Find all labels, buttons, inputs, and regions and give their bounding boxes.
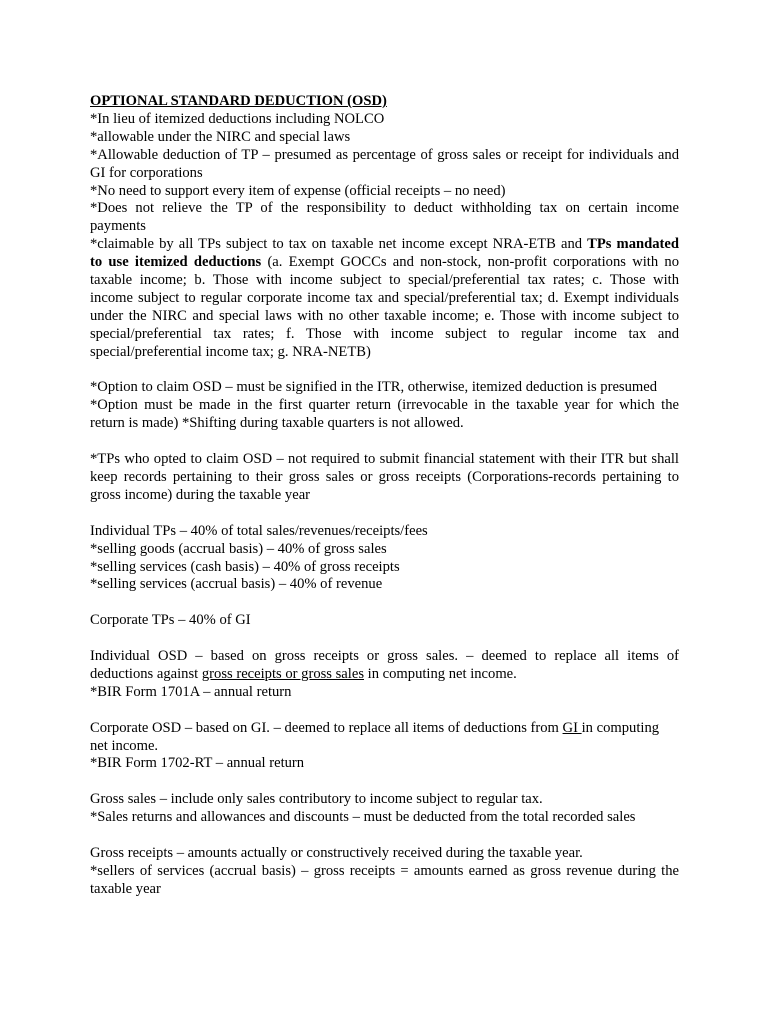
text-line: *sellers of services (accrual basis) – gross receipts = amounts earned as gross revenue during the: [90, 862, 679, 879]
text-line: *Option must be made in the first quarter return (irrevocable in the taxable year for which the: [90, 397, 679, 414]
text-line: gross income) during the taxable year: [90, 486, 311, 503]
text-line: Individual OSD – based on gross receipts or gross sales. – deemed to replace all items of: [90, 648, 679, 665]
text-line: *Allowable deduction of TP – presumed as percentage of gross sales or receipt for individuals and: [90, 146, 679, 163]
text-line: *Does not relieve the TP of the responsibility to deduct withholding tax on certain income: [90, 200, 679, 217]
text-line: Corporate TPs – 40% of GI: [90, 612, 251, 629]
text-line: payments: [90, 218, 146, 235]
text-line: return is made) *Shifting during taxable quarters is not allowed.: [90, 415, 464, 432]
text-line: special/preferential income tax; g. NRA-NETB): [90, 343, 371, 360]
text-line: taxable year: [90, 880, 161, 897]
text-line: under the NIRC and special laws with no other taxable income; e. Those with income subject to: [90, 307, 679, 324]
text-line: Gross sales – include only sales contributory to income subject to regular tax.: [90, 791, 543, 808]
text-line: special/preferential tax rates; f. Those with income subject to regular income tax and: [90, 325, 679, 342]
text-line: *selling goods (accrual basis) – 40% of gross sales: [90, 540, 387, 557]
text-line: taxable income; b. Those with income subject to special/preferential tax rates; c. Those with: [90, 272, 679, 289]
text-line: *allowable under the NIRC and special laws: [90, 128, 351, 145]
section-title: OPTIONAL STANDARD DEDUCTION (OSD): [90, 93, 387, 109]
text-line: *Option to claim OSD – must be signified in the ITR, otherwise, itemized deduction is presumed: [90, 379, 658, 396]
text-line: Gross receipts – amounts actually or constructively received during the taxable year.: [90, 844, 583, 861]
text-line: *selling services (accrual basis) – 40% of revenue: [90, 576, 383, 593]
text-line: *TPs who opted to claim OSD – not required to submit financial statement with their ITR but shall: [90, 451, 679, 468]
text-line: *selling services (cash basis) – 40% of gross receipts: [90, 558, 400, 575]
text-line: keep records pertaining to their gross sales or gross receipts (Corporations-records pertaining to: [90, 469, 679, 485]
text-line: *Sales returns and allowances and discounts – must be deducted from the total recorded sales: [90, 809, 636, 826]
text-line: deductions against gross receipts or gross sales in computing net income.: [90, 665, 517, 682]
text-line: *BIR Form 1701A – annual return: [90, 683, 292, 700]
text-line: Individual TPs – 40% of total sales/revenues/receipts/fees: [90, 522, 428, 539]
text-line: income subject to regular corporate income tax and special/preferential tax; d. Exempt individuals: [90, 289, 679, 306]
document-body: [90, 93, 679, 899]
text-line: net income.: [90, 737, 159, 754]
text-line: *BIR Form 1702-RT – annual return: [90, 755, 305, 772]
text-line: Corporate OSD – based on GI. – deemed to replace all items of deductions from GI in computing: [90, 719, 660, 736]
text-line: *In lieu of itemized deductions including NOLCO: [90, 110, 385, 127]
text-line: *claimable by all TPs subject to tax on taxable net income except NRA-ETB and TPs mandated: [90, 236, 679, 253]
text-line: GI for corporations: [90, 164, 203, 181]
text-line: *No need to support every item of expense (official receipts – no need): [90, 182, 506, 199]
text-line: to use itemized deductions (a. Exempt GOCCs and non-stock, non-profit corporations with no: [90, 254, 679, 271]
